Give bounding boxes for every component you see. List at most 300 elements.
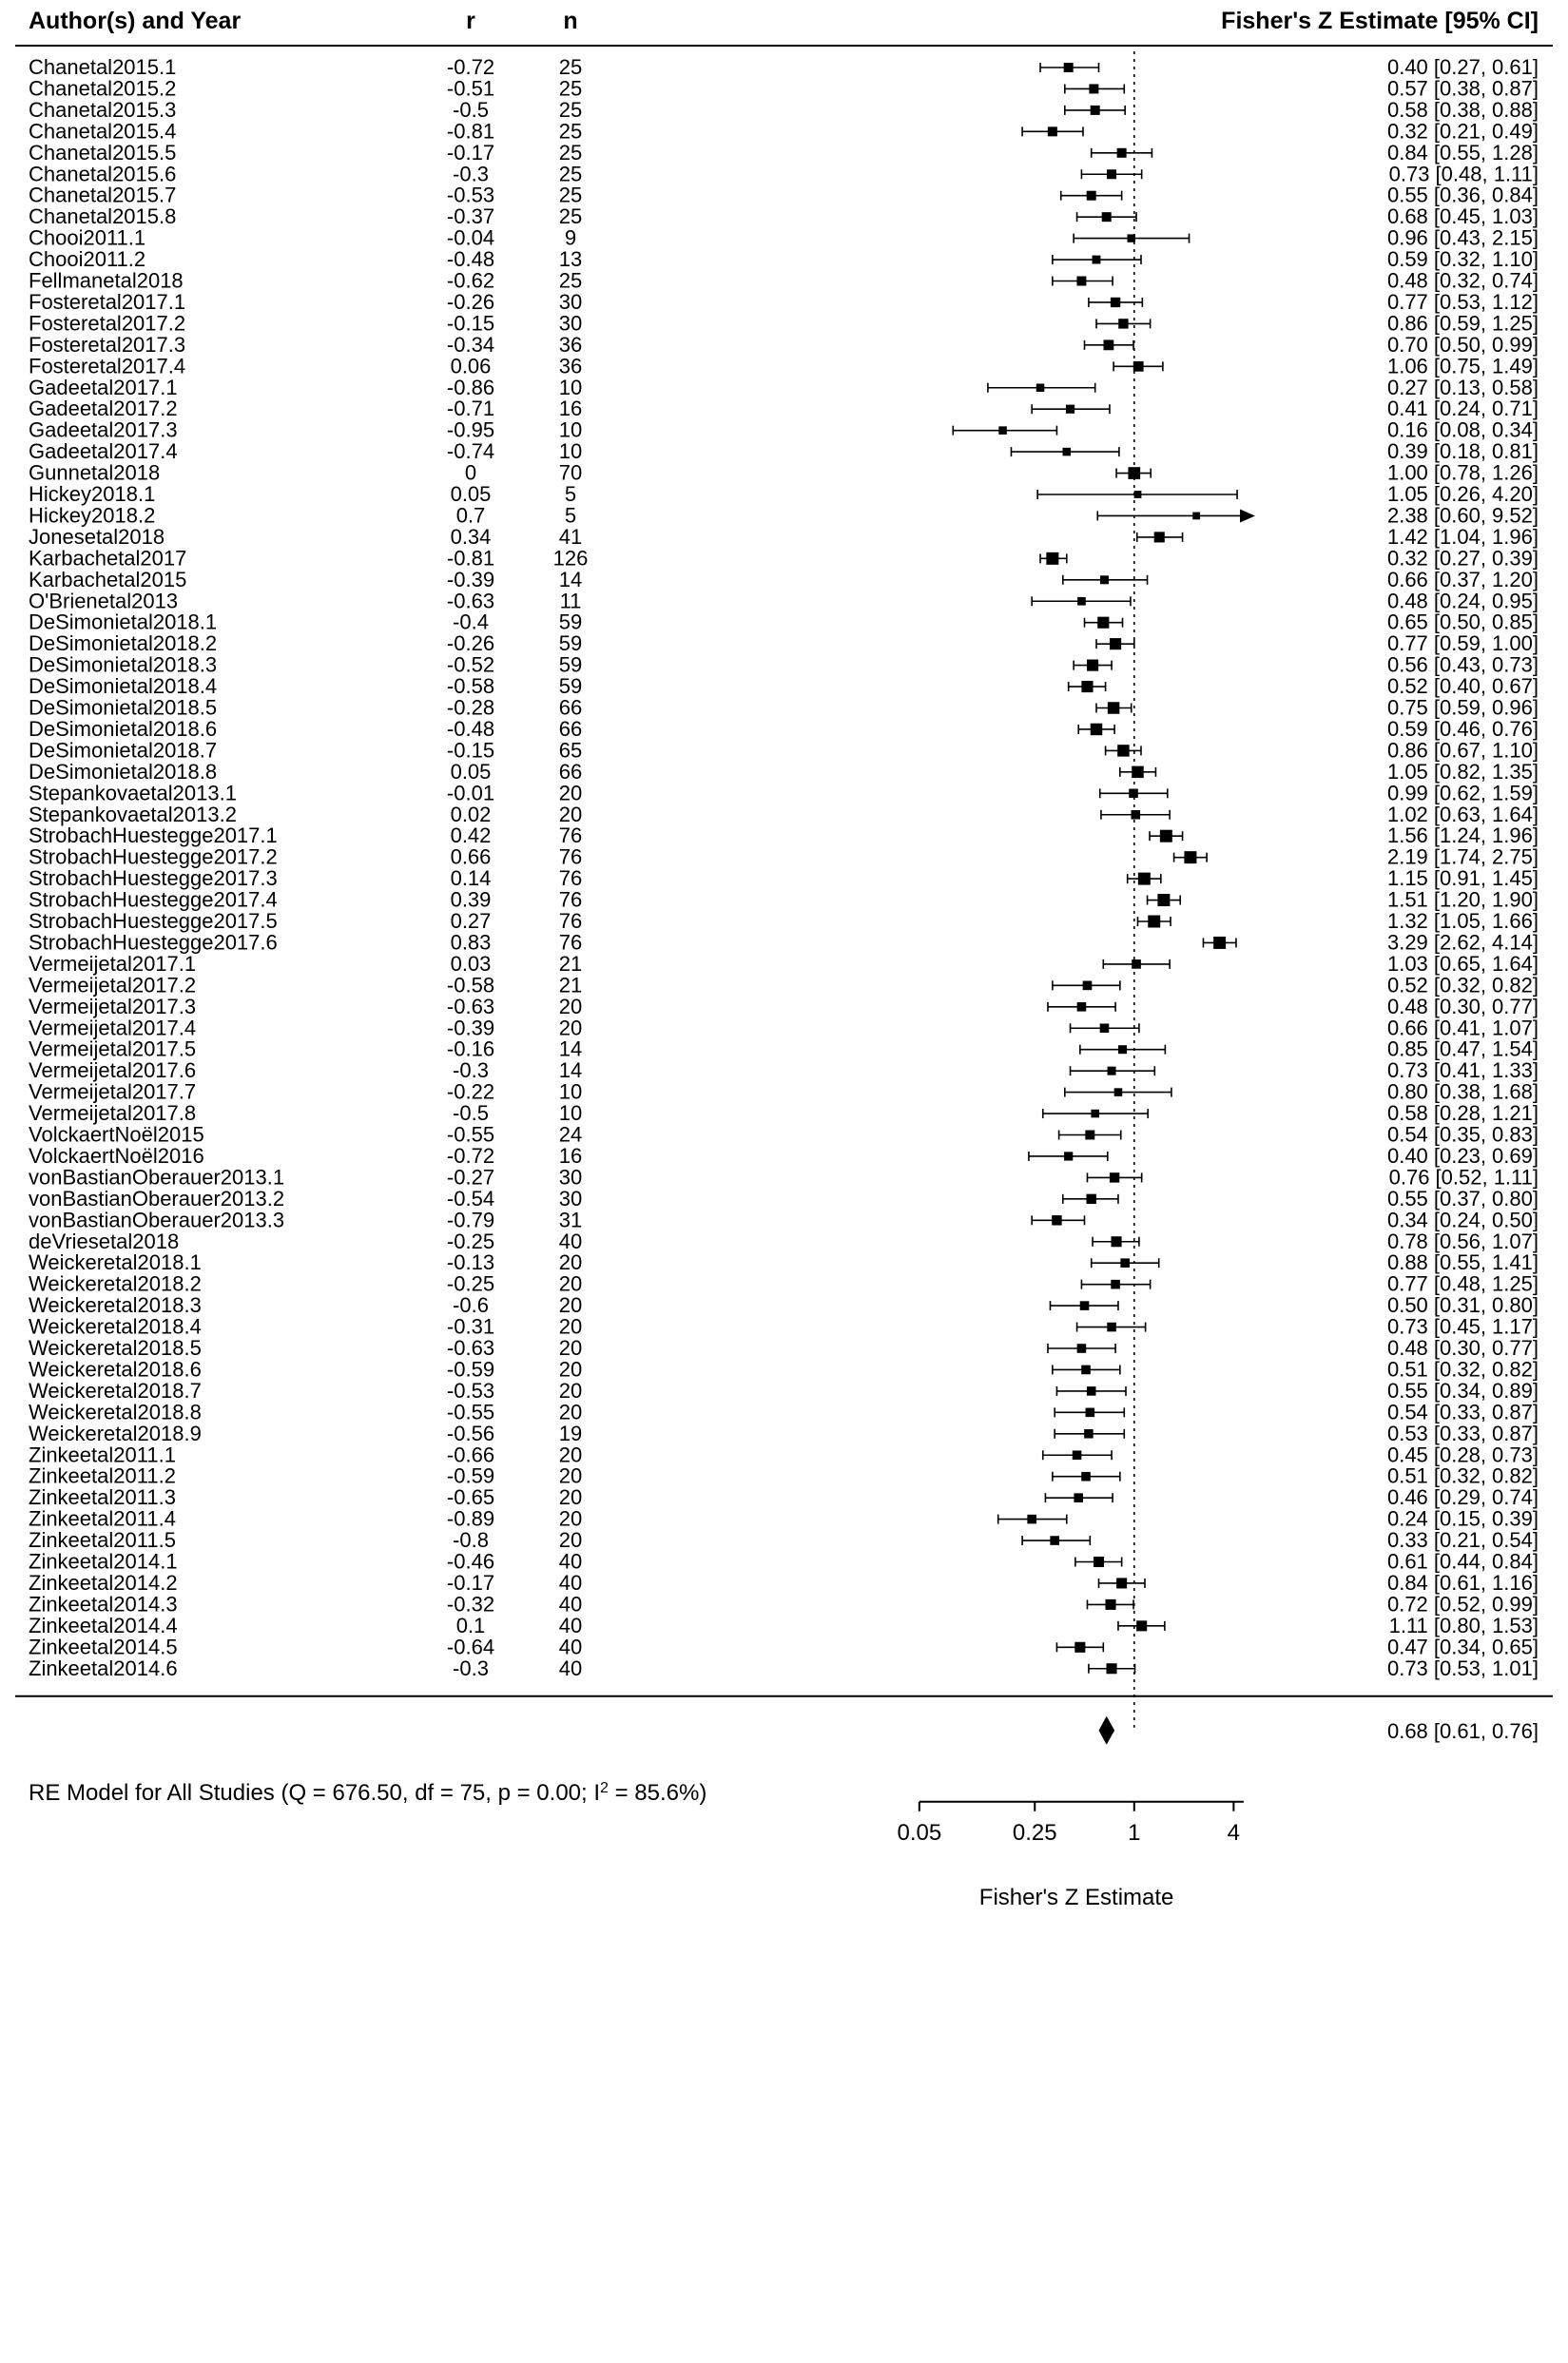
row-ci-label: 0.58 [0.28, 1.21] bbox=[1386, 1101, 1539, 1126]
row-n-value: 30 bbox=[558, 311, 583, 336]
row-study-label: StrobachHuestegge2017.2 bbox=[29, 844, 278, 869]
forest-row bbox=[29, 333, 1539, 357]
row-ci-label: 0.66 [0.41, 1.07] bbox=[1386, 1016, 1539, 1040]
row-n-value: 20 bbox=[558, 1463, 583, 1488]
row-point-estimate bbox=[1081, 1472, 1091, 1482]
row-study-label: Chanetal2015.5 bbox=[29, 140, 177, 165]
row-point-estimate bbox=[1046, 552, 1058, 565]
forest-row bbox=[29, 1571, 1539, 1595]
row-n-value: 20 bbox=[558, 802, 583, 826]
row-r-value: -0.25 bbox=[446, 1229, 495, 1253]
header-estimate: Fisher's Z Estimate [95% CI] bbox=[1221, 8, 1539, 34]
row-point-estimate bbox=[1132, 810, 1141, 820]
row-r-value: -0.81 bbox=[446, 546, 495, 571]
row-r-value: -0.13 bbox=[446, 1250, 495, 1275]
row-point-estimate bbox=[1129, 789, 1138, 799]
row-r-value: 0.03 bbox=[450, 951, 492, 976]
row-n-value: 76 bbox=[558, 909, 583, 933]
row-study-label: Fosteretal2017.1 bbox=[29, 289, 186, 314]
forest-row bbox=[29, 1144, 1539, 1168]
row-ci-label: 1.15 [0.91, 1.45] bbox=[1386, 866, 1539, 891]
row-point-estimate bbox=[1120, 1258, 1130, 1268]
row-point-estimate bbox=[1100, 575, 1109, 584]
row-r-value: 0.39 bbox=[450, 887, 492, 912]
forest-row bbox=[29, 546, 1539, 570]
row-point-estimate bbox=[1132, 766, 1143, 778]
row-point-estimate bbox=[1085, 1131, 1094, 1140]
row-n-value: 20 bbox=[558, 1314, 583, 1339]
row-ci-label: 0.75 [0.59, 0.96] bbox=[1386, 695, 1539, 720]
row-ci-label: 1.02 [0.63, 1.64] bbox=[1386, 802, 1539, 826]
forest-row bbox=[29, 1550, 1539, 1574]
row-n-value: 25 bbox=[558, 162, 583, 186]
row-n-value: 25 bbox=[558, 119, 583, 144]
row-study-label: Chooi2011.2 bbox=[29, 247, 146, 272]
row-r-value: 0.66 bbox=[450, 844, 492, 869]
row-study-label: Zinkeetal2014.4 bbox=[29, 1613, 178, 1637]
row-r-value: 0.42 bbox=[450, 823, 492, 848]
forest-row bbox=[29, 589, 1539, 612]
row-study-label: Chanetal2015.4 bbox=[29, 119, 177, 144]
row-r-value: -0.26 bbox=[446, 631, 495, 656]
row-study-label: Fosteretal2017.3 bbox=[29, 332, 186, 357]
row-n-value: 36 bbox=[558, 332, 583, 357]
row-n-value: 25 bbox=[558, 55, 583, 79]
forest-row bbox=[29, 290, 1539, 314]
row-point-estimate bbox=[1076, 277, 1086, 286]
row-n-value: 21 bbox=[558, 951, 583, 976]
header-r: r bbox=[466, 8, 475, 34]
row-ci-label: 0.48 [0.30, 0.77] bbox=[1386, 994, 1539, 1018]
row-n-value: 16 bbox=[558, 1143, 583, 1168]
row-study-label: Weickeretal2018.4 bbox=[29, 1314, 202, 1339]
row-ci-label: 0.54 [0.33, 0.87] bbox=[1386, 1400, 1539, 1424]
row-ci-label: 0.86 [0.59, 1.25] bbox=[1386, 311, 1539, 336]
row-n-value: 76 bbox=[558, 930, 583, 955]
forest-row bbox=[29, 1058, 1539, 1082]
summary-diamond bbox=[1099, 1716, 1115, 1745]
row-point-estimate bbox=[1077, 1002, 1087, 1012]
forest-row bbox=[29, 1400, 1539, 1424]
row-point-estimate bbox=[998, 426, 1007, 435]
forest-row bbox=[29, 1315, 1539, 1339]
row-point-estimate bbox=[1087, 1386, 1096, 1396]
row-n-value: 14 bbox=[558, 1058, 583, 1083]
row-r-value: -0.58 bbox=[446, 973, 495, 997]
forest-row bbox=[29, 162, 1539, 185]
row-ci-label: 0.51 [0.32, 0.82] bbox=[1386, 1357, 1539, 1382]
row-point-estimate bbox=[1066, 405, 1074, 414]
row-r-value: -0.72 bbox=[446, 1143, 495, 1168]
row-r-value: 0.1 bbox=[455, 1613, 486, 1637]
row-n-value: 5 bbox=[564, 482, 577, 506]
row-n-value: 10 bbox=[558, 417, 583, 442]
row-ci-label: 0.39 [0.18, 0.81] bbox=[1386, 439, 1539, 464]
row-point-estimate bbox=[1157, 894, 1170, 906]
row-study-label: StrobachHuestegge2017.5 bbox=[29, 909, 278, 933]
row-r-value: -0.66 bbox=[446, 1443, 495, 1467]
row-r-value: -0.15 bbox=[446, 738, 495, 763]
row-n-value: 10 bbox=[558, 375, 583, 399]
forest-row bbox=[29, 1592, 1539, 1616]
row-ci-label: 0.46 [0.29, 0.74] bbox=[1386, 1485, 1539, 1510]
forest-row bbox=[29, 930, 1539, 954]
row-n-value: 13 bbox=[558, 247, 583, 272]
row-n-value: 59 bbox=[558, 652, 583, 677]
row-n-value: 65 bbox=[558, 738, 583, 763]
row-point-estimate bbox=[1105, 1599, 1115, 1610]
model-note: RE Model for All Studies (Q = 676.50, df = 75, p = 0.00; $I^2 = 85.6\%$) bbox=[29, 1779, 707, 1806]
row-study-label: Vermeijetal2017.5 bbox=[29, 1036, 197, 1061]
row-r-value: -0.62 bbox=[446, 268, 495, 293]
forest-row bbox=[29, 1272, 1539, 1296]
row-n-value: 59 bbox=[558, 631, 583, 656]
row-n-value: 59 bbox=[558, 610, 583, 634]
row-n-value: 25 bbox=[558, 76, 583, 101]
row-n-value: 10 bbox=[558, 439, 583, 464]
row-r-value: -0.59 bbox=[446, 1463, 495, 1488]
row-study-label: Vermeijetal2017.4 bbox=[29, 1016, 197, 1040]
row-ci-label: 0.48 [0.24, 0.95] bbox=[1386, 589, 1539, 613]
row-ci-label: 0.61 [0.44, 0.84] bbox=[1386, 1549, 1539, 1574]
row-r-value: -0.26 bbox=[446, 289, 495, 314]
forest-row bbox=[29, 311, 1539, 335]
row-ci-label: 0.73 [0.48, 1.11] bbox=[1388, 162, 1539, 186]
row-n-value: 25 bbox=[558, 183, 583, 207]
row-study-label: Weickeretal2018.6 bbox=[29, 1357, 202, 1382]
row-n-value: 10 bbox=[558, 1101, 583, 1126]
row-study-label: Weickeretal2018.7 bbox=[29, 1378, 202, 1403]
row-ci-label: 0.24 [0.15, 0.39] bbox=[1386, 1506, 1539, 1531]
row-n-value: 31 bbox=[558, 1208, 583, 1232]
row-ci-label: 1.05 [0.82, 1.35] bbox=[1386, 759, 1539, 784]
forest-row bbox=[29, 418, 1539, 442]
row-ci-label: 0.53 [0.33, 0.87] bbox=[1386, 1421, 1539, 1445]
row-point-estimate bbox=[1132, 959, 1141, 969]
row-n-value: 20 bbox=[558, 1506, 583, 1531]
forest-row bbox=[29, 354, 1539, 378]
row-point-estimate bbox=[1048, 126, 1057, 136]
row-n-value: 20 bbox=[558, 994, 583, 1018]
row-point-estimate bbox=[1117, 745, 1129, 756]
row-r-value: -0.8 bbox=[453, 1528, 489, 1553]
row-point-estimate bbox=[1111, 1280, 1120, 1289]
row-study-label: Gadeetal2017.4 bbox=[29, 439, 178, 464]
forest-row bbox=[29, 204, 1539, 228]
forest-row bbox=[29, 1422, 1539, 1445]
row-point-estimate bbox=[1036, 383, 1045, 392]
row-n-value: 21 bbox=[558, 973, 583, 997]
row-point-estimate bbox=[1192, 513, 1200, 520]
row-study-label: Weickeretal2018.9 bbox=[29, 1421, 202, 1445]
row-ci-label: 0.86 [0.67, 1.10] bbox=[1386, 738, 1539, 763]
row-ci-label: 2.38 [0.60, 9.52] bbox=[1386, 503, 1539, 528]
row-study-label: DeSimonietal2018.8 bbox=[29, 759, 218, 784]
row-r-value: -0.64 bbox=[446, 1635, 495, 1659]
row-r-value: -0.17 bbox=[446, 140, 495, 165]
row-study-label: Vermeijetal2017.3 bbox=[29, 994, 197, 1018]
row-n-value: 40 bbox=[558, 1570, 583, 1595]
row-n-value: 30 bbox=[558, 289, 583, 314]
row-study-label: Hickey2018.2 bbox=[29, 503, 156, 528]
row-n-value: 20 bbox=[558, 1443, 583, 1467]
row-point-estimate bbox=[1111, 298, 1120, 307]
row-study-label: DeSimonietal2018.6 bbox=[29, 716, 218, 741]
row-ci-label: 0.34 [0.24, 0.50] bbox=[1386, 1208, 1539, 1232]
row-ci-label: 0.52 [0.40, 0.67] bbox=[1386, 674, 1539, 699]
row-point-estimate bbox=[1064, 1152, 1073, 1160]
row-ci-label: 0.40 [0.23, 0.69] bbox=[1386, 1143, 1539, 1168]
forest-row bbox=[29, 1080, 1539, 1104]
row-study-label: vonBastianOberauer2013.3 bbox=[29, 1208, 285, 1232]
forest-row bbox=[29, 482, 1539, 506]
row-r-value: 0.05 bbox=[450, 759, 492, 784]
row-point-estimate bbox=[1077, 597, 1086, 606]
row-n-value: 126 bbox=[552, 546, 589, 571]
row-n-value: 40 bbox=[558, 1635, 583, 1659]
forest-row bbox=[29, 1656, 1539, 1680]
row-n-value: 20 bbox=[558, 1336, 583, 1360]
row-r-value: -0.3 bbox=[453, 1058, 489, 1083]
row-point-estimate bbox=[1084, 1429, 1093, 1438]
forest-row bbox=[29, 738, 1539, 762]
forest-row bbox=[29, 845, 1539, 869]
row-r-value: -0.15 bbox=[446, 311, 495, 336]
row-point-estimate bbox=[1091, 106, 1100, 115]
forest-row bbox=[29, 760, 1539, 784]
row-study-label: Vermeijetal2017.6 bbox=[29, 1058, 197, 1083]
forest-row bbox=[29, 1165, 1539, 1189]
forest-row bbox=[29, 1037, 1539, 1061]
forest-row bbox=[29, 866, 1539, 890]
row-r-value: -0.53 bbox=[446, 1378, 495, 1403]
row-ci-label: 0.96 [0.43, 2.15] bbox=[1386, 225, 1539, 250]
row-study-label: Chanetal2015.3 bbox=[29, 97, 177, 122]
row-n-value: 14 bbox=[558, 1036, 583, 1061]
row-r-value: -0.51 bbox=[446, 76, 495, 101]
row-r-value: -0.81 bbox=[446, 119, 495, 144]
row-n-value: 30 bbox=[558, 1186, 583, 1211]
forest-row bbox=[29, 823, 1539, 847]
row-r-value: 0.7 bbox=[455, 503, 486, 528]
row-study-label: StrobachHuestegge2017.6 bbox=[29, 930, 278, 955]
row-ci-label: 1.51 [1.20, 1.90] bbox=[1386, 887, 1539, 912]
row-n-value: 25 bbox=[558, 140, 583, 165]
row-study-label: Vermeijetal2017.8 bbox=[29, 1101, 197, 1126]
forest-row bbox=[29, 781, 1539, 804]
row-study-label: Zinkeetal2014.6 bbox=[29, 1656, 178, 1680]
x-axis-tick-label: 4 bbox=[1227, 1819, 1241, 1846]
forest-row bbox=[29, 610, 1539, 634]
row-ci-label: 1.56 [1.24, 1.96] bbox=[1386, 823, 1539, 848]
row-ci-label: 1.11 [0.80, 1.53] bbox=[1388, 1613, 1539, 1637]
row-n-value: 25 bbox=[558, 97, 583, 122]
row-ci-label: 0.51 [0.32, 0.82] bbox=[1386, 1463, 1539, 1488]
row-point-estimate bbox=[1081, 1366, 1091, 1375]
row-study-label: StrobachHuestegge2017.4 bbox=[29, 887, 278, 912]
row-study-label: Zinkeetal2014.1 bbox=[29, 1549, 178, 1574]
row-ci-label: 0.16 [0.08, 0.34] bbox=[1386, 417, 1539, 442]
row-point-estimate bbox=[1114, 1088, 1123, 1096]
row-ci-label: 0.68 [0.45, 1.03] bbox=[1386, 204, 1539, 229]
row-n-value: 76 bbox=[558, 866, 583, 891]
row-r-value: 0.34 bbox=[450, 524, 492, 549]
forest-row bbox=[29, 226, 1539, 250]
forest-row bbox=[29, 1357, 1539, 1381]
row-ci-label: 0.77 [0.59, 1.00] bbox=[1386, 631, 1539, 656]
row-n-value: 76 bbox=[558, 844, 583, 869]
row-ci-label: 0.73 [0.53, 1.01] bbox=[1386, 1656, 1539, 1680]
row-ci-label: 0.72 [0.52, 0.99] bbox=[1386, 1592, 1539, 1617]
row-r-value: -0.58 bbox=[446, 674, 495, 699]
row-r-value: -0.52 bbox=[446, 652, 495, 677]
row-study-label: VolckaertNoël2015 bbox=[29, 1122, 204, 1147]
row-point-estimate bbox=[1073, 1450, 1082, 1460]
header-n: n bbox=[563, 8, 578, 34]
row-ci-label: 0.55 [0.34, 0.89] bbox=[1386, 1378, 1539, 1403]
row-point-estimate bbox=[1086, 1408, 1095, 1418]
forest-row bbox=[29, 653, 1539, 677]
row-study-label: Chanetal2015.7 bbox=[29, 183, 177, 207]
row-ci-label: 0.84 [0.61, 1.16] bbox=[1386, 1570, 1539, 1595]
row-r-value: -0.95 bbox=[446, 417, 495, 442]
row-n-value: 20 bbox=[558, 781, 583, 805]
row-r-value: -0.56 bbox=[446, 1421, 495, 1445]
row-study-label: vonBastianOberauer2013.1 bbox=[29, 1165, 285, 1190]
row-point-estimate bbox=[1087, 1194, 1096, 1204]
row-ci-label: 0.73 [0.45, 1.17] bbox=[1386, 1314, 1539, 1339]
row-n-value: 16 bbox=[558, 397, 583, 421]
row-r-value: -0.4 bbox=[453, 610, 489, 634]
row-n-value: 9 bbox=[564, 225, 577, 250]
row-ci-label: 0.59 [0.46, 0.76] bbox=[1386, 716, 1539, 741]
row-ci-label: 0.32 [0.21, 0.49] bbox=[1386, 119, 1539, 144]
row-study-label: Gadeetal2017.2 bbox=[29, 397, 178, 421]
row-study-label: Vermeijetal2017.1 bbox=[29, 951, 197, 976]
row-n-value: 20 bbox=[558, 1485, 583, 1510]
row-r-value: 0 bbox=[464, 460, 477, 485]
forest-row bbox=[29, 1464, 1539, 1488]
forest-row bbox=[29, 1614, 1539, 1637]
summary-estimate-label: 0.68 [0.61, 0.76] bbox=[1386, 1718, 1539, 1743]
row-n-value: 20 bbox=[558, 1250, 583, 1275]
row-study-label: Karbachetal2015 bbox=[29, 567, 187, 591]
row-point-estimate bbox=[1091, 1110, 1099, 1118]
row-point-estimate bbox=[1133, 361, 1144, 372]
forest-row bbox=[29, 1123, 1539, 1147]
forest-row bbox=[29, 717, 1539, 741]
row-n-value: 19 bbox=[558, 1421, 583, 1445]
row-r-value: -0.01 bbox=[446, 781, 495, 805]
row-ci-label: 0.56 [0.43, 0.73] bbox=[1386, 652, 1539, 677]
forest-row bbox=[29, 503, 1539, 527]
row-r-value: -0.31 bbox=[446, 1314, 495, 1339]
forest-row bbox=[29, 1507, 1539, 1531]
row-r-value: 0.27 bbox=[450, 909, 492, 933]
row-n-value: 36 bbox=[558, 354, 583, 378]
forest-row bbox=[29, 1187, 1539, 1211]
row-study-label: DeSimonietal2018.3 bbox=[29, 652, 218, 677]
row-ci-label: 0.55 [0.36, 0.84] bbox=[1386, 183, 1539, 207]
forest-row bbox=[29, 1443, 1539, 1466]
row-n-value: 11 bbox=[559, 589, 582, 613]
row-study-label: Zinkeetal2011.5 bbox=[29, 1528, 176, 1553]
row-ci-label: 0.59 [0.32, 1.10] bbox=[1386, 247, 1539, 272]
row-n-value: 20 bbox=[558, 1016, 583, 1040]
row-ci-label: 2.19 [1.74, 2.75] bbox=[1386, 844, 1539, 869]
row-n-value: 59 bbox=[558, 674, 583, 699]
row-study-label: deVriesetal2018 bbox=[29, 1229, 180, 1253]
row-ci-label: 0.57 [0.38, 0.87] bbox=[1386, 76, 1539, 101]
row-point-estimate bbox=[1081, 681, 1093, 692]
row-r-value: -0.5 bbox=[453, 97, 489, 122]
row-ci-label: 0.76 [0.52, 1.11] bbox=[1388, 1165, 1539, 1190]
row-r-value: -0.16 bbox=[446, 1036, 495, 1061]
header-study: Author(s) and Year bbox=[29, 8, 242, 34]
row-study-label: Stepankovaetal2013.1 bbox=[29, 781, 237, 805]
row-r-value: 0.02 bbox=[450, 802, 492, 826]
row-study-label: Chanetal2015.8 bbox=[29, 204, 177, 229]
row-n-value: 40 bbox=[558, 1229, 583, 1253]
row-ci-label: 0.88 [0.55, 1.41] bbox=[1386, 1250, 1539, 1275]
row-ci-label: 1.42 [1.04, 1.96] bbox=[1386, 524, 1539, 549]
row-point-estimate bbox=[1117, 148, 1127, 158]
row-ci-label: 0.52 [0.32, 0.82] bbox=[1386, 973, 1539, 997]
row-n-value: 76 bbox=[558, 887, 583, 912]
row-n-value: 70 bbox=[558, 460, 583, 485]
row-point-estimate bbox=[1148, 916, 1160, 928]
forest-row bbox=[29, 1293, 1539, 1317]
row-r-value: -0.39 bbox=[446, 1016, 495, 1040]
row-ci-label: 0.47 [0.34, 0.65] bbox=[1386, 1635, 1539, 1659]
row-n-value: 20 bbox=[558, 1400, 583, 1424]
row-point-estimate bbox=[1074, 1642, 1085, 1653]
forest-row bbox=[29, 119, 1539, 143]
row-point-estimate bbox=[1154, 532, 1165, 542]
row-r-value: -0.65 bbox=[446, 1485, 495, 1510]
row-study-label: Vermeijetal2017.2 bbox=[29, 973, 197, 997]
row-study-label: Chanetal2015.6 bbox=[29, 162, 177, 186]
row-n-value: 40 bbox=[558, 1656, 583, 1680]
row-point-estimate bbox=[1128, 234, 1135, 242]
forest-row bbox=[29, 184, 1539, 207]
row-point-estimate bbox=[1112, 1236, 1122, 1247]
row-r-value: -0.5 bbox=[453, 1101, 489, 1126]
row-ci-label: 0.27 [0.13, 0.58] bbox=[1386, 375, 1539, 399]
row-r-value: -0.34 bbox=[446, 332, 495, 357]
row-point-estimate bbox=[1118, 319, 1128, 328]
row-r-value: -0.74 bbox=[446, 439, 495, 464]
row-n-value: 40 bbox=[558, 1549, 583, 1574]
forest-row bbox=[29, 397, 1539, 420]
row-study-label: Zinkeetal2011.4 bbox=[29, 1506, 176, 1531]
row-ci-label: 0.48 [0.30, 0.77] bbox=[1386, 1336, 1539, 1360]
row-n-value: 30 bbox=[558, 1165, 583, 1190]
row-n-value: 20 bbox=[558, 1378, 583, 1403]
row-ci-label: 1.03 [0.65, 1.64] bbox=[1386, 951, 1539, 976]
row-study-label: Zinkeetal2014.5 bbox=[29, 1635, 178, 1659]
row-point-estimate bbox=[1103, 339, 1113, 350]
row-point-estimate bbox=[1107, 1323, 1116, 1332]
row-ci-label: 0.33 [0.21, 0.54] bbox=[1386, 1528, 1539, 1553]
row-point-estimate bbox=[1110, 638, 1121, 649]
row-study-label: Chanetal2015.1 bbox=[29, 55, 177, 79]
row-study-label: DeSimonietal2018.5 bbox=[29, 695, 218, 720]
row-point-estimate bbox=[1213, 937, 1226, 949]
row-study-label: Zinkeetal2011.2 bbox=[29, 1463, 176, 1488]
row-r-value: -0.17 bbox=[446, 1570, 495, 1595]
row-point-estimate bbox=[1107, 1663, 1117, 1674]
